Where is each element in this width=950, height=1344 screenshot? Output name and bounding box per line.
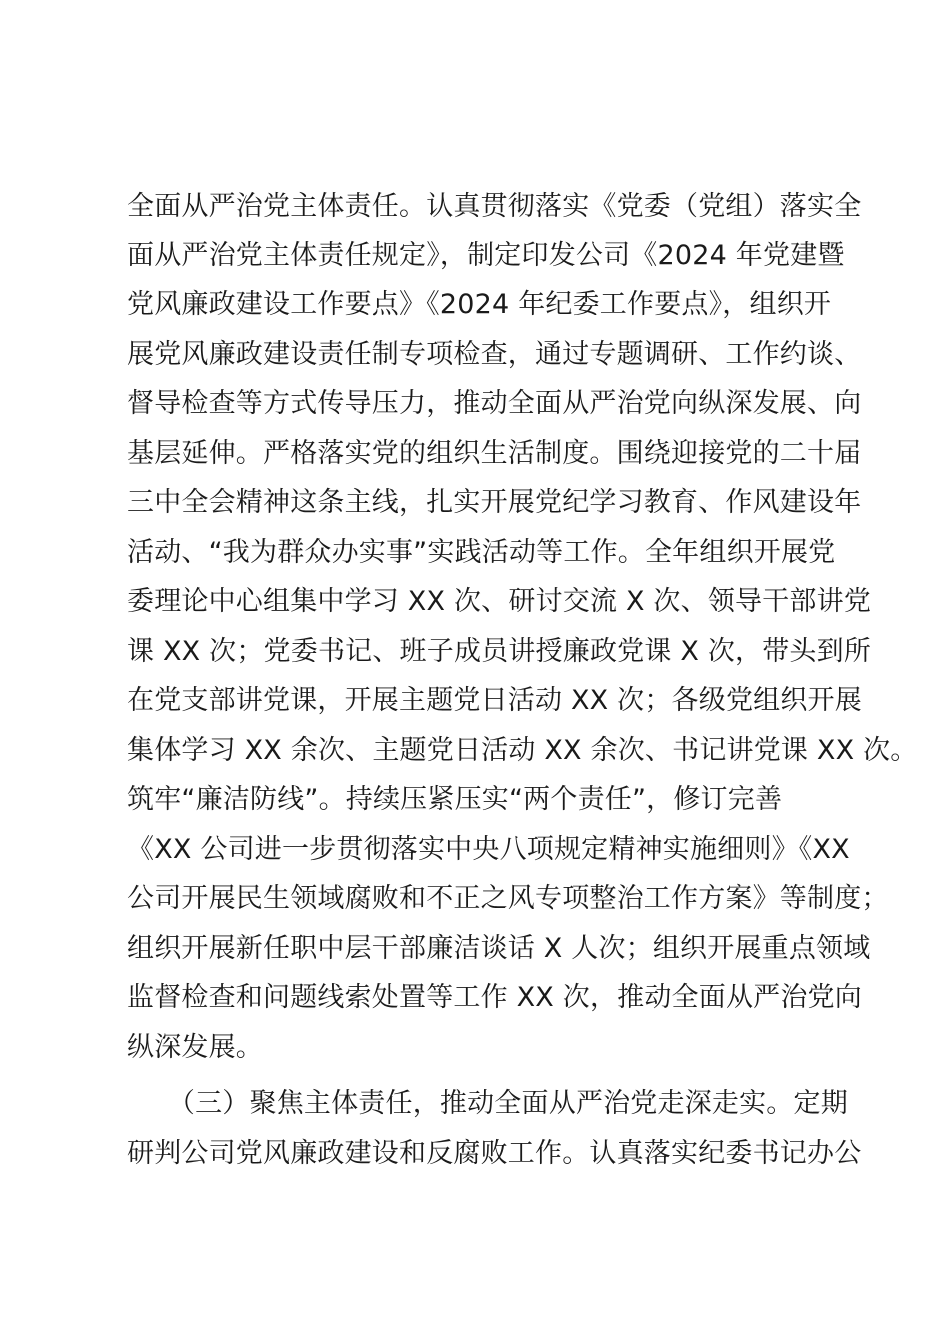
text-line: 面从严治党主体责任规定》，制定印发公司《2024 年党建暨 [127,240,845,271]
text-line: 委理论中心组集中学习 XX 次、研讨交流 X 次、领导干部讲党 [127,586,872,617]
text-line: 三中全会精神这条主线，扎实开展党纪学习教育、作风建设年 [127,487,862,518]
text-line: 课 XX 次；党委书记、班子成员讲授廉政党课 X 次，带头到所 [127,636,872,667]
text-line: 《XX 公司进一步贯彻落实中央八项规定精神实施细则》《XX [127,834,850,865]
text-line: 在党支部讲党课，开展主题党日活动 XX 次；各级党组织开展 [127,685,862,716]
text-line: 研判公司党风廉政建设和反腐败工作。认真落实纪委书记办公 [127,1138,862,1169]
text-line: 组织开展新任职中层干部廉洁谈话 X 人次；组织开展重点领域 [127,933,871,964]
text-line: 公司开展民生领域腐败和不正之风专项整治工作方案》等制度； [127,883,889,914]
text-line: 集体学习 XX 余次、主题党日活动 XX 余次、书记讲党课 XX 次。 [127,735,918,766]
section-heading-line: （三）聚焦主体责任，推动全面从严治党走深走实。定期 [127,1088,848,1119]
text-line: 党风廉政建设工作要点》《2024 年纪委工作要点》，组织开 [127,289,832,320]
text-line: 督导检查等方式传导压力，推动全面从严治党向纵深发展、向 [127,388,862,419]
text-line: 全面从严治党主体责任。认真贯彻落实《党委（党组）落实全 [127,191,862,222]
text-line: 活动、“我为群众办实事”实践活动等工作。全年组织开展党 [127,537,836,568]
text-line: 展党风廉政建设责任制专项检查，通过专题调研、工作约谈、 [127,339,862,370]
text-line: 筑牢“廉洁防线”。持续压紧压实“两个责任”，修订完善 [127,784,783,815]
text-line: 纵深发展。 [127,1032,263,1063]
text-line: 监督检查和问题线索处置等工作 XX 次，推动全面从严治党向 [127,982,862,1013]
text-line: 基层延伸。严格落实党的组织生活制度。围绕迎接党的二十届 [127,438,862,469]
